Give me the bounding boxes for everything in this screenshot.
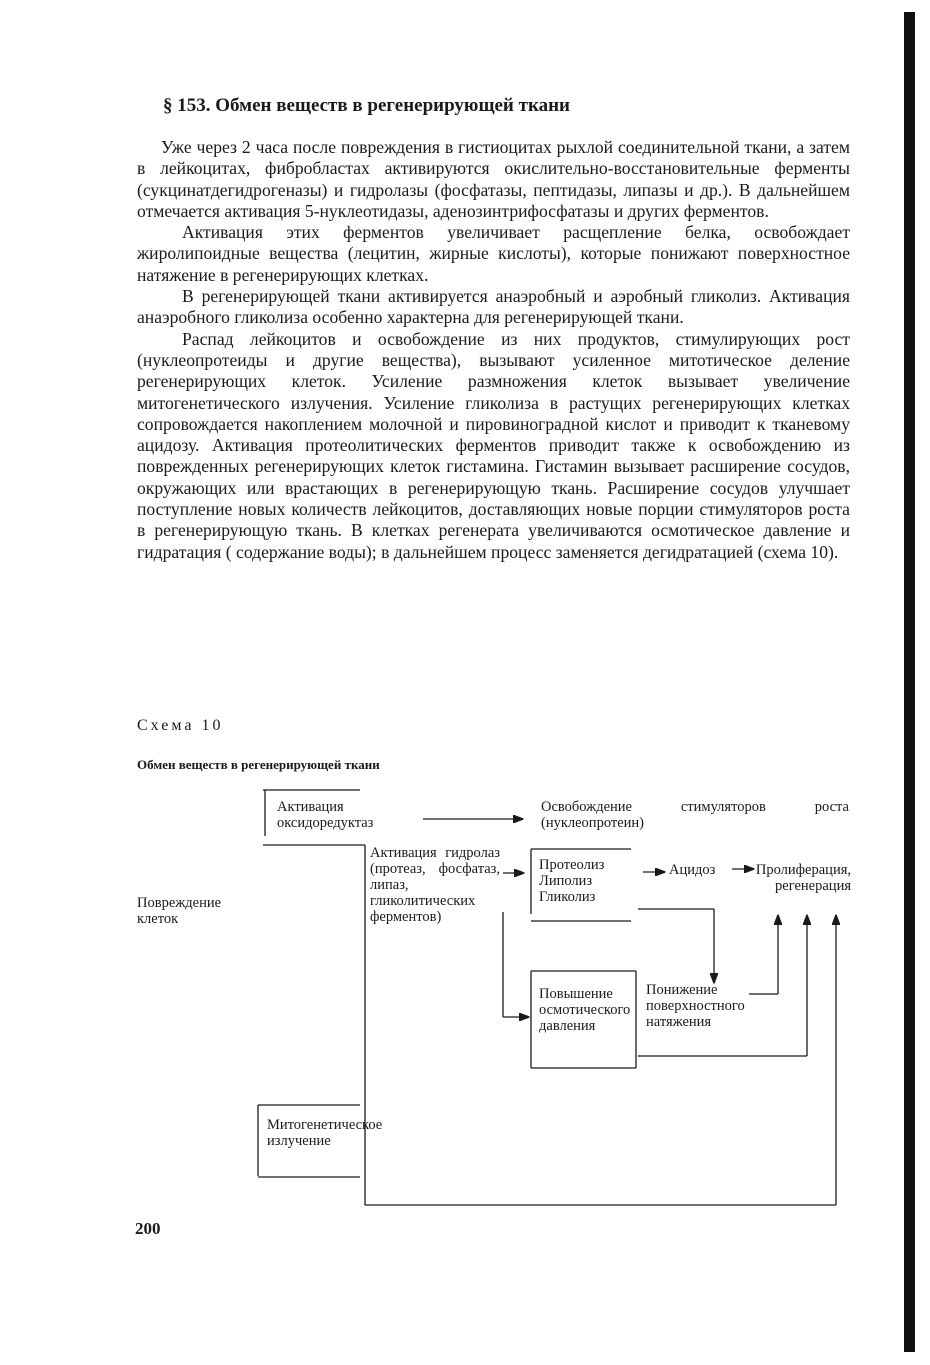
node-oxidoreductase: Активация оксидоредуктаз: [277, 799, 374, 831]
node-mitogenetic: Митогенетическое излучение: [267, 1117, 383, 1149]
node-proteolysis: Протеолиз Липолиз Гликолиз: [539, 857, 605, 905]
paragraph: Распад лейкоцитов и освобождение из них продуктов, стимулирующих рост (нуклеопротеиды и другие вещества), вызывают усиленное митотическое деление регенерирующих клеток. Усиление размножения клеток вызывает увеличение митогенетического излучения. Усиление гликолиза в растущих регенерирующих клетках сопровождается накоплением молочной и пировиноградной кислот и приводит к тканевому ацидозу. Активация протеолитических ферментов приводит также к освобождению из поврежденных регенерирующих клеток гистамина. Гистамин вызывает расширение сосудов, окружающих или врастающих в регенерирующую ткань. Расширение сосудов улучшает поступление новых количеств лейкоцитов, доставляющих новые порции стимуляторов роста в регенерирующую ткань. В клетках регенерата увеличиваются осмотическое давление и гидратация ( содержание воды); в дальнейшем процесс заменяется дегидратацией (схема 10).: [137, 328, 850, 562]
paragraph: Активация этих ферментов увеличивает расщепление белка, освобождает жиролипоидные вещества (лецитин, жирные кислоты), которые понижают поверхностное натяжение в регенерирующих клетках.: [137, 222, 850, 285]
scheme-label: Схема 10: [137, 717, 224, 734]
node-damage: Повреждение клеток: [137, 895, 222, 927]
node-proliferation: Пролиферация, регенерация: [755, 862, 851, 894]
node-osmotic: Повышение осмотического давления: [539, 986, 631, 1034]
page-number: 200: [135, 1219, 161, 1238]
scheme-title: Обмен веществ в регенерирующей ткани: [137, 757, 380, 772]
node-surface-tension: Понижение поверхностного натяжения: [646, 982, 745, 1030]
node-hydrolases: Активация гидролаз (протеаз, фосфатаз, липаз, гликолитических ферментов): [370, 845, 500, 925]
paragraph: Уже через 2 часа после повреждения в гистиоцитах рыхлой соединительной ткани, а затем в лейкоцитах, фибробластах активируются окислительно-восстановительные ферменты (сукцинатдегидрогеназы) и гидролазы (фосфатазы, пептидазы, липазы и др.). В дальнейшем отмечается активация 5-нуклеотидазы, аденозинтрифосфатазы и других ферментов.: [137, 137, 850, 221]
paragraph: В регенерирующей ткани активируется анаэробный и аэробный гликолиз. Активация анаэробного гликолиза особенно характерна для регенерирующей ткани.: [137, 286, 850, 328]
node-acidosis: Ацидоз: [669, 862, 716, 878]
section-heading: § 153. Обмен веществ в регенерирующей ткани: [163, 95, 571, 116]
node-growth-stimulators: Освобождение стимуляторов роста (нуклеопротеин): [541, 799, 849, 831]
